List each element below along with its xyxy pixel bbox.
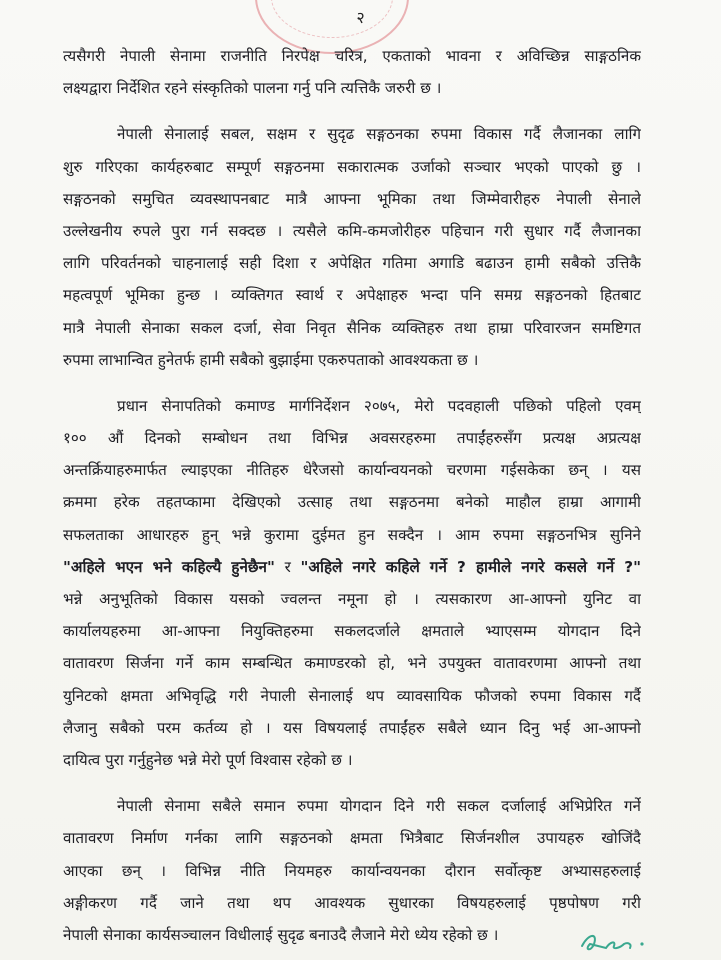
text-line: त्यसैगरी नेपाली सेनामा राजनीति निरपेक्ष चरित्र, एकताको भावना र अविच्छिन्न साङ्गठनिक — [63, 47, 641, 65]
text-line: नेपाली सेनाका कार्यसञ्चालन विधीलाई सुदृढ बनाउदै लैजाने मेरो ध्येय रहेको छ । — [63, 925, 499, 944]
quote-line — [63, 551, 641, 583]
text-line: सफलताका आधारहरु हुन् भन्ने कुरामा दुईमत हुन सक्दैन । आम रुपमा सङ्गठनभित्र सुनिने — [63, 525, 641, 544]
text-line: नेपाली सेनामा सबैले समान रुपमा योगदान दिने गरी सकल दर्जालाई अभिप्रेरित गर्ने — [117, 797, 641, 816]
text-line: क्रममा हरेक तहतप्कामा देखिएको उत्साह तथा सङ्गठनमा बनेको माहौल हाम्रा आगामी — [63, 493, 641, 512]
text-line: मात्रै नेपाली सेनाका सकल दर्जा, सेवा निवृत सैनिक व्यक्तिहरु तथा हाम्रा परिवारजन समष्टिगत — [63, 318, 641, 337]
text-line: रुपमा लाभान्वित हुनेतर्फ हामी सबैको बुझाईमा एकरुपताको आवश्यकता छ । — [63, 350, 479, 369]
text-line: दायित्व पुरा गर्नुहुनेछ भन्ने मेरो पूर्ण विश्वास रहेको छ । — [63, 750, 353, 769]
text-line: आएका छन् । विभिन्न नीति नियमहरु कार्यान्वयनका दौरान सर्वोत्कृष्ट अभ्यासहरुलाई — [63, 861, 641, 880]
text-line: शुरु गरिएका कार्यहरुबाट सम्पूर्ण सङ्गठनमा सकारात्मक उर्जाको सञ्चार भएको पाएको छु । — [63, 157, 641, 176]
text-line: लागि परिवर्तनको चाहनालाई सही दिशा र अपेक्षित गतिमा अगाडि बढाउन हामी सबैको उत्तिकै — [63, 254, 641, 273]
text-line: सङ्गठनको समुचित व्यवस्थापनबाट मात्रै आफ्ना भूमिका तथा जिम्मेवारीहरु नेपाली सेनाले — [63, 189, 641, 208]
quote-join: र — [284, 557, 291, 576]
text-line: लक्ष्यद्वारा निर्देशित रहने संस्कृतिको पालना गर्नु पनि त्यत्तिकै जरुरी छ । — [63, 79, 442, 98]
quote-2: "अहिले नगरे कहिले गर्ने ? हामीले नगरे कसले गर्ने ?" — [300, 557, 641, 576]
text-line: कार्यालयहरुमा आ-आफ्ना नियुक्तिहरुमा सकलदर्जाले क्षमताले भ्याएसम्म योगदान दिने — [63, 622, 641, 641]
text-line: उल्लेखनीय रुपले पुरा गर्न सक्दछ । त्यसैले कमि-कमजोरीहरु पहिचान गरी सुधार गर्दै लैजानका — [63, 221, 641, 240]
text-line: युनिटको क्षमता अभिवृद्धि गरी नेपाली सेनालाई थप व्यावसायिक फौजको रुपमा विकास गर्दै — [63, 686, 641, 705]
text-line: लैजानु सबैको परम कर्तव्य हो । यस विषयलाई तपाईंहरु सबैले ध्यान दिनु भई आ-आफ्नो — [63, 718, 641, 737]
text-line: वातावरण सिर्जना गर्ने काम सम्बन्धित कमाण्डरको हो, भने उपयुक्त वातावरणमा आफ्नो तथा — [63, 654, 641, 673]
text-line: अन्तर्क्रियाहरुमार्फत ल्याइएका नीतिहरु धेरैजसो कार्यान्वयनको चरणमा गईसकेका छन् । यस — [63, 461, 641, 480]
text-line: महत्वपूर्ण भूमिका हुन्छ । व्यक्तिगत स्वार्थ र अपेक्षाहरु भन्दा पनि समग्र सङ्गठनको हितबाट — [63, 286, 641, 305]
text-line: वातावरण निर्माण गर्नका लागि सङ्गठनको क्षमता भित्रैबाट सिर्जनशील उपायहरु खोजिंदै — [63, 829, 641, 848]
quote-1: "अहिले भएन भने कहिल्यै हुनेछैन" — [63, 557, 275, 576]
text-line: प्रधान सेनापतिको कमाण्ड मार्गनिर्देशन २०७५, मेरो पदवहाली पछिको पहिलो एवम् — [117, 396, 641, 415]
page-number: २ — [356, 8, 365, 27]
text-line: नेपाली सेनालाई सबल, सक्षम र सुदृढ सङ्गठनका रुपमा विकास गर्दै लैजानका लागि — [117, 125, 641, 144]
signature — [576, 920, 656, 960]
text-line: भन्ने अनुभूतिको विकास यसको ज्वलन्त नमूना हो । त्यसकारण आ-आफ्नो युनिट वा — [63, 590, 641, 608]
text-line: अङ्गीकरण गर्दै जाने तथा थप आवश्यक सुधारका विषयहरुलाई पृष्ठपोषण गरी — [63, 893, 641, 912]
document-body — [63, 40, 641, 951]
text-line: १०० औं दिनको सम्बोधन तथा विभिन्न अवसरहरुमा तपाईंहरुसँग प्रत्यक्ष अप्रत्यक्ष — [63, 429, 641, 448]
